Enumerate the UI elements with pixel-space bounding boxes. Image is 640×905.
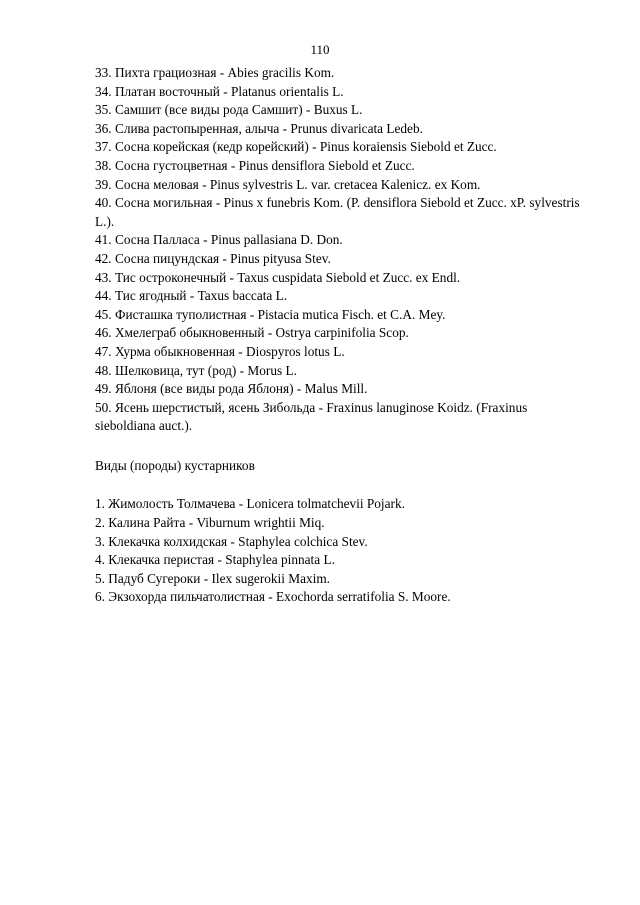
list-item: 39. Сосна меловая - Pinus sylvestris L. var. cretacea Kalenicz. ex Kom. [95,176,481,192]
list-item: 44. Тис ягодный - Taxus baccata L. [95,288,288,304]
list-item: 6. Экзохорда пильчатолистная - Exochorda serratifolia S. Moore. [95,589,451,605]
list-item: 43. Тис остроконечный - Taxus cuspidata Siebold et Zucc. ex Endl. [95,269,461,285]
list-item: 34. Платан восточный - Platanus orientalis L. [95,83,344,99]
list-item: 41. Сосна Палласа - Pinus pallasiana D. Don. [95,232,343,248]
tree-species-list [95,64,590,436]
list-item: 33. Пихта грациозная - Abies gracilis Kom. [95,65,335,80]
shrub-species-list [95,495,590,607]
list-item: 48. Шелковица, тут (род) - Morus L. [95,362,297,378]
list-item: 38. Сосна густоцветная - Pinus densiflora Siebold et Zucc. [95,157,415,173]
list-item: 46. Хмелеграб обыкновенный - Ostrya carpinifolia Scop. [95,325,409,341]
list-item: 2. Калина Райта - Viburnum wrightii Miq. [95,515,325,531]
list-item: 50. Ясень шерстистый, ясень Зибольда - Fraxinus lanuginose Koidz. (Fraxinus sieboldiana auct.). [95,399,528,434]
section-heading: Виды (породы) кустарников [95,457,255,473]
list-item: 45. Фисташка туполистная - Pistacia mutica Fisch. et C.A. Mey. [95,306,446,322]
list-item: 49. Яблоня (все виды рода Яблоня) - Malus Mill. [95,381,368,397]
list-item: 35. Самшит (все виды рода Самшит) - Buxus L. [95,102,363,118]
document-body [95,64,590,607]
list-item: 42. Сосна пицундская - Pinus pityusa Stev. [95,250,331,266]
list-item: 47. Хурма обыкновенная - Diospyros lotus L. [95,343,345,359]
list-item: 3. Клекачка колхидская - Staphylea colchica Stev. [95,533,368,549]
list-item: 40. Сосна могильная - Pinus x funebris Kom. (P. densiflora Siebold et Zucc. xP. sylvestris L.). [95,195,580,229]
list-item: 36. Слива растопыренная, алыча - Prunus divaricata Ledeb. [95,120,423,136]
list-item: 1. Жимолость Толмачева - Lonicera tolmatchevii Pojark. [95,496,405,512]
list-item: 5. Падуб Сугероки - Ilex sugerokii Maxim. [95,570,330,586]
list-item: 4. Клекачка перистая - Staphylea pinnata L. [95,552,335,568]
page-number: 110 [310,42,330,57]
list-item: 37. Сосна корейская (кедр корейский) - Pinus koraiensis Siebold et Zucc. [95,139,497,155]
